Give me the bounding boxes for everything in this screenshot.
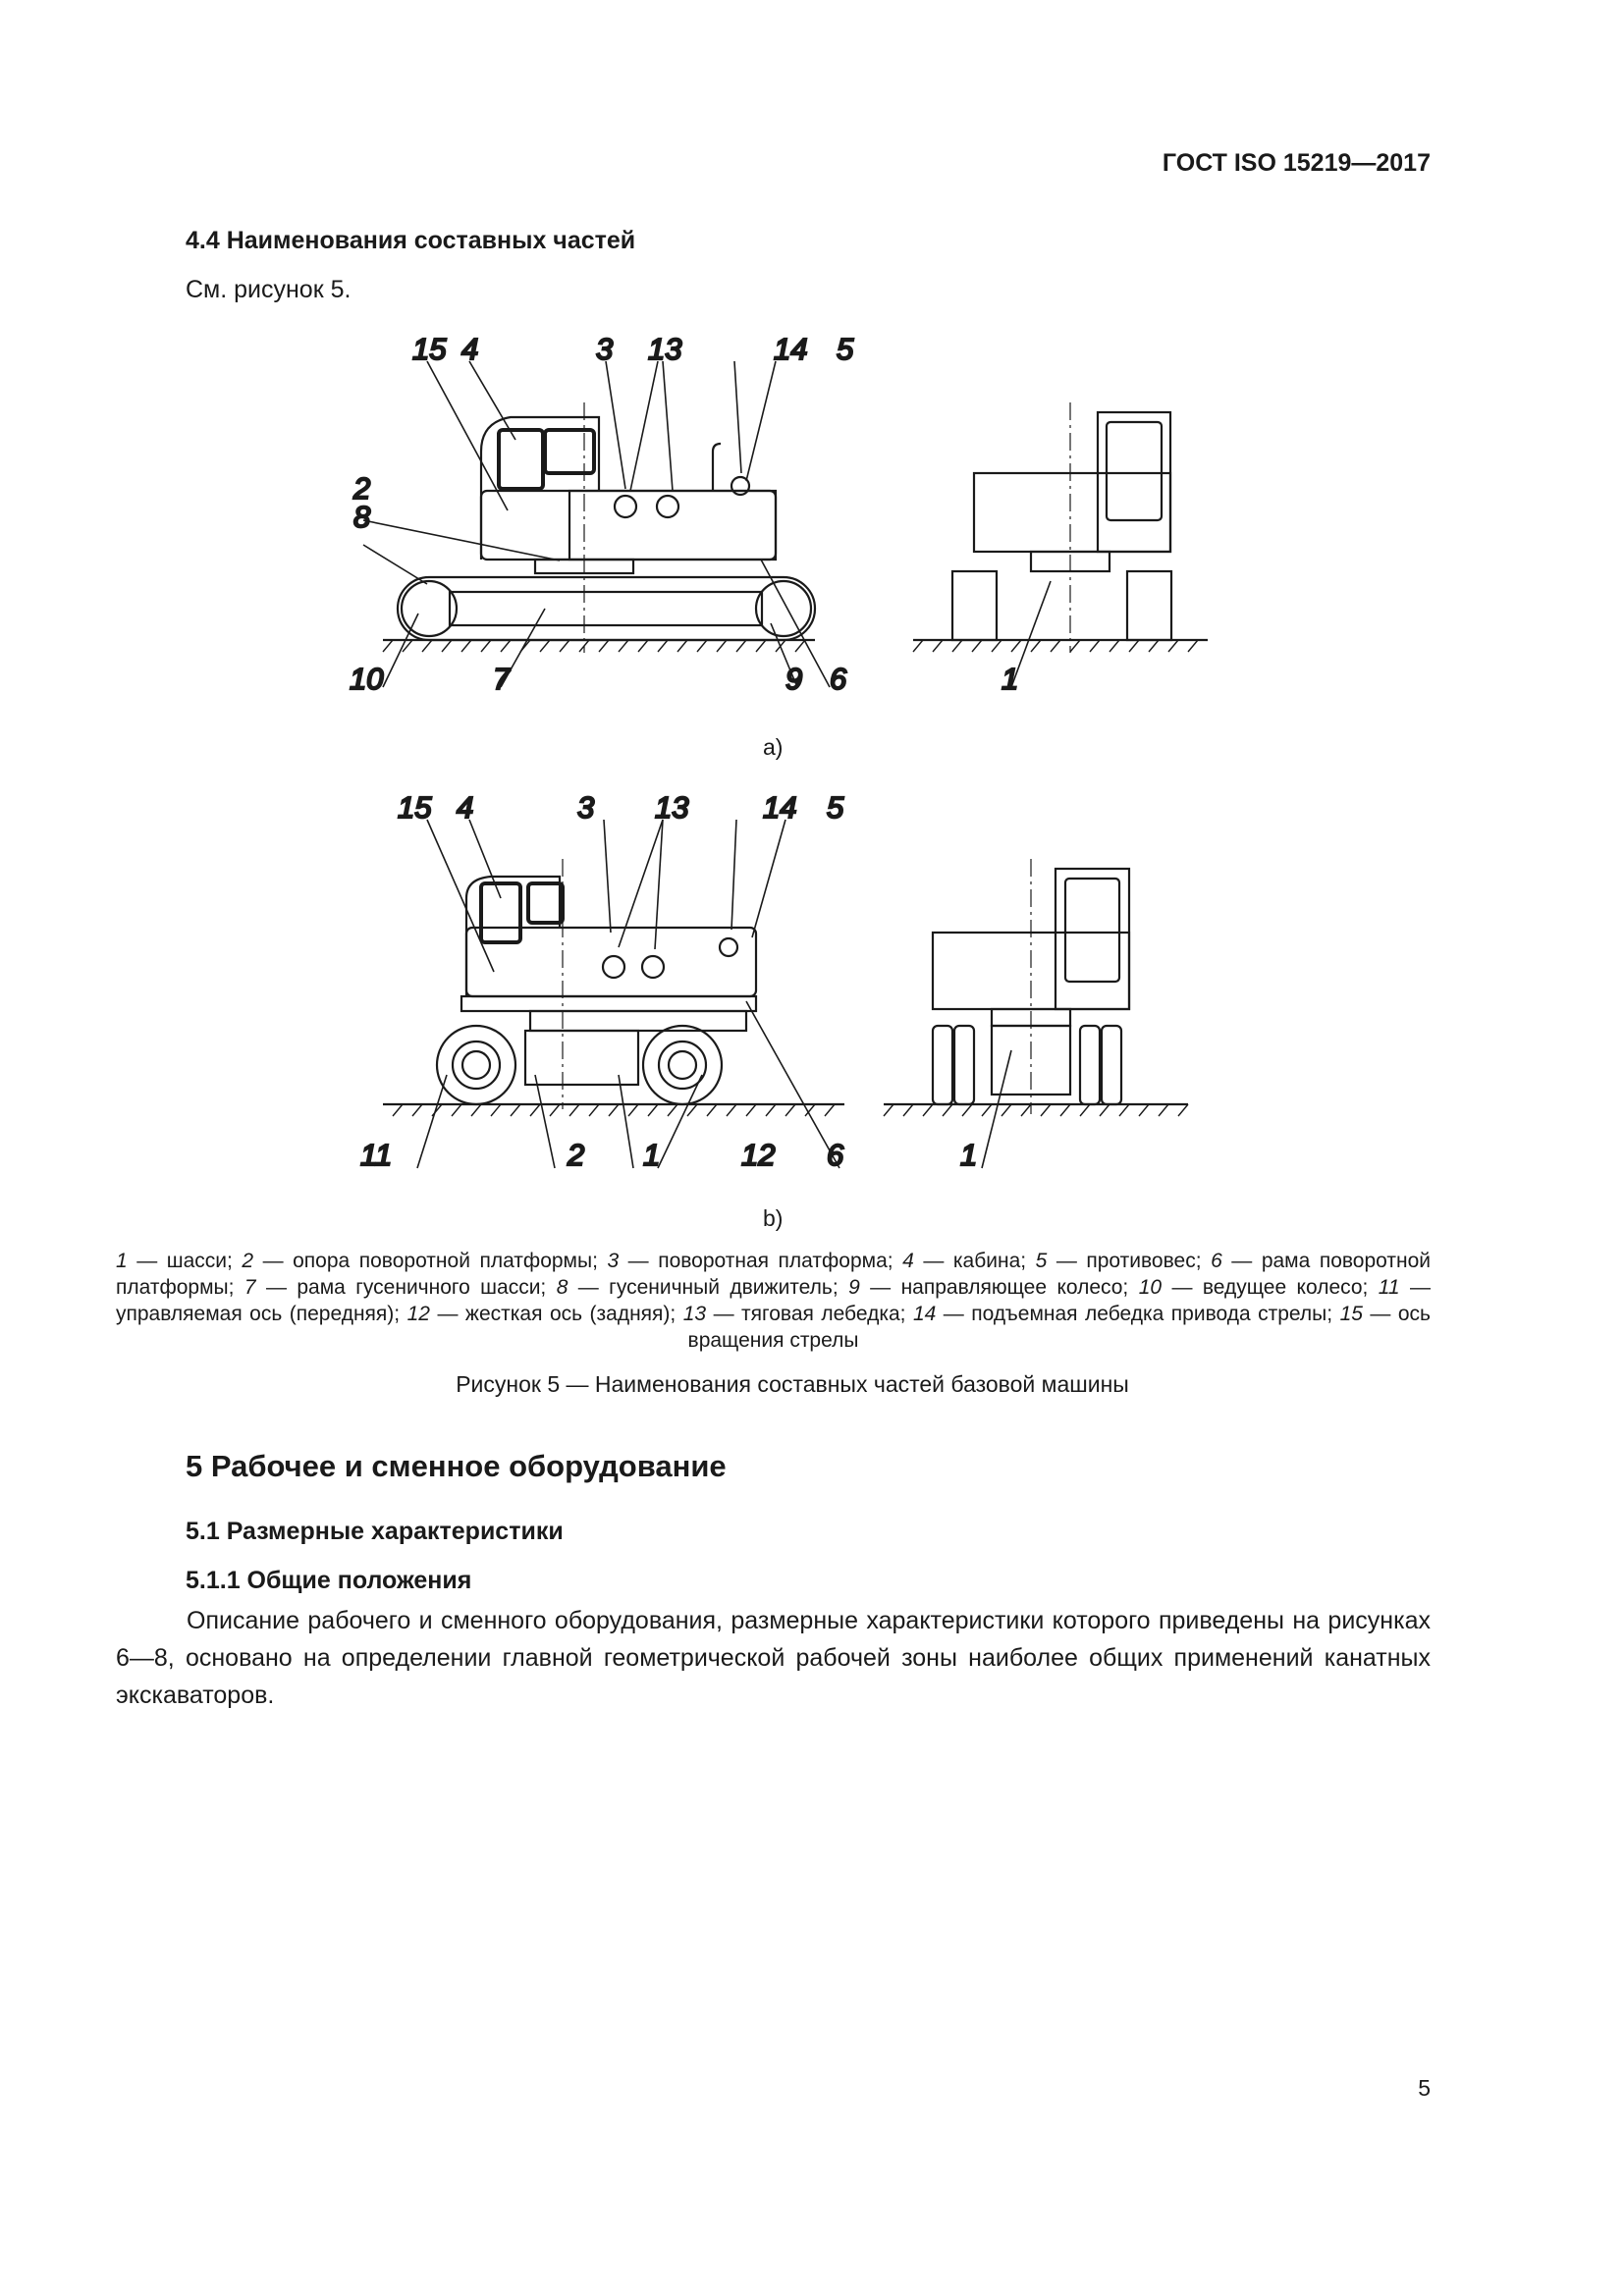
figure-5a-crawler-machine [324, 324, 1237, 707]
legend-item [244, 1276, 557, 1299]
legend-item-number: 5 [1035, 1250, 1048, 1272]
callout-5: 5 [827, 790, 844, 825]
callout-15: 15 [398, 790, 432, 825]
legend-item-number: 4 [902, 1250, 914, 1272]
callout-2: 2 [353, 471, 371, 506]
legend-item-number: 14 [912, 1303, 937, 1325]
legend-item-text: — кабина; [913, 1250, 1036, 1272]
legend-item-number: 8 [556, 1276, 568, 1299]
callout-1-right: 1 [960, 1138, 978, 1172]
page-number: 5 [1418, 2075, 1431, 2101]
callout-15: 15 [412, 332, 447, 366]
legend-item-number: 2 [242, 1250, 254, 1272]
legend-item [913, 1303, 1340, 1325]
figure-reference: См. рисунок 5. [186, 276, 352, 303]
callout-4: 4 [457, 790, 474, 825]
callout-1: 1 [1001, 662, 1019, 696]
legend-item-number: 15 [1339, 1303, 1363, 1325]
legend-item-number: 7 [244, 1276, 256, 1299]
section-4-4-heading: 4.4 Наименования составных частей [186, 227, 636, 254]
legend-item [1139, 1276, 1379, 1299]
callout-2: 2 [568, 1138, 585, 1172]
legend-item-text: — подъемная лебедка привода стрелы; [936, 1303, 1340, 1325]
legend-item [848, 1276, 1139, 1299]
legend-item-number: 12 [406, 1303, 430, 1325]
section-5-1-1-heading: 5.1.1 Общие положения [186, 1567, 472, 1594]
legend-item-text: — ведущее колесо; [1162, 1276, 1379, 1299]
legend-item [116, 1250, 242, 1272]
legend-item-text: — шасси; [127, 1250, 243, 1272]
callout-8: 8 [353, 500, 371, 534]
section-5-1-heading: 5.1 Размерные характеристики [186, 1518, 564, 1545]
subfigure-a-label: a) [763, 734, 784, 760]
legend-item [1036, 1250, 1211, 1272]
legend-item-text: — рама гусеничного шасси; [255, 1276, 557, 1299]
legend-item-text: — управляемая ось (передняя); [116, 1276, 1431, 1325]
figure-5-title: Рисунок 5 — Наименования составных частей базовой машины [456, 1371, 1129, 1397]
legend-item [242, 1250, 607, 1272]
callout-4: 4 [461, 332, 479, 366]
callout-12: 12 [741, 1138, 776, 1172]
callout-11: 11 [360, 1138, 393, 1172]
legend-item-text: — опора поворотной платформы; [253, 1250, 608, 1272]
legend-item-text: — жесткая ось (задняя); [429, 1303, 683, 1325]
callout-14: 14 [763, 790, 797, 825]
legend-item-number: 3 [607, 1250, 620, 1272]
legend-item [902, 1250, 1035, 1272]
callout-13: 13 [648, 332, 682, 366]
legend-item-number: 6 [1211, 1250, 1222, 1272]
callout-3: 3 [596, 332, 614, 366]
legend-item-text: — ось вращения стрелы [687, 1303, 1431, 1352]
legend-item [407, 1303, 683, 1325]
callout-6: 6 [830, 662, 847, 696]
legend-item-number: 10 [1138, 1276, 1163, 1299]
legend-item-number: 1 [116, 1250, 128, 1272]
figure-5b-wheeled-machine [324, 780, 1237, 1173]
legend-item-text: — гусеничный движитель; [568, 1276, 849, 1299]
legend-item [557, 1276, 848, 1299]
legend-item-number: 9 [848, 1276, 860, 1299]
legend-item-text: — рама поворотной платформы; [116, 1250, 1431, 1299]
legend-item-text: — направляющее колесо; [859, 1276, 1139, 1299]
callout-5: 5 [837, 332, 854, 366]
legend-item [607, 1250, 902, 1272]
section-5-heading: 5 Рабочее и сменное оборудование [186, 1449, 727, 1483]
callout-14: 14 [774, 332, 808, 366]
legend-item-text: — противовес; [1047, 1250, 1212, 1272]
callout-7: 7 [493, 662, 511, 696]
legend-item-text: — поворотная платформа; [619, 1250, 903, 1272]
section-5-1-1-text: Описание рабочего и сменного оборудования, размерные характеристики которого приведены на рисунках 6—8, основано на определении главной геометрической рабочей зоны наиболее общих применений канатных экскаваторов. [116, 1607, 1431, 1709]
callout-13: 13 [655, 790, 689, 825]
legend-item-number: 11 [1378, 1276, 1400, 1299]
callout-6: 6 [827, 1138, 844, 1172]
callout-10: 10 [350, 662, 384, 696]
legend-item-number: 13 [682, 1303, 707, 1325]
subfigure-b-label: b) [763, 1205, 784, 1231]
document-header: ГОСТ ISO 15219—2017 [1162, 149, 1431, 177]
callout-9: 9 [785, 662, 803, 696]
figure-legend [116, 1248, 1431, 1354]
callout-1: 1 [643, 1138, 661, 1172]
legend-item [683, 1303, 913, 1325]
legend-item-text: — тяговая лебедка; [706, 1303, 913, 1325]
callout-3: 3 [577, 790, 595, 825]
